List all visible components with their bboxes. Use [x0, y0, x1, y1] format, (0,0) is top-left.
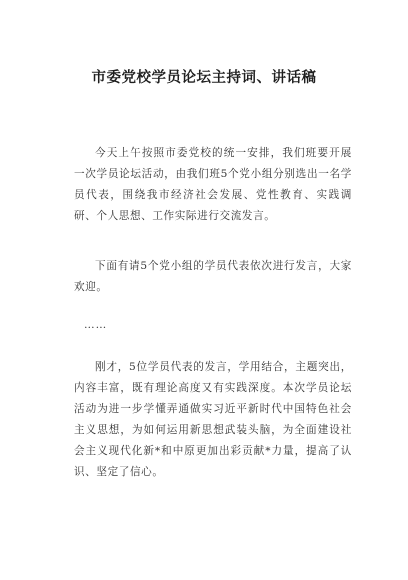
paragraph-invitation: 下面有请5个党小组的学员代表依次进行发言，大家欢迎。 — [74, 260, 352, 293]
paragraph-opening: 今天上午按照市委党校的统一安排，我们班要开展一次学员论坛活动，由我们班5个党小组分别选出一名学员代表，围绕我市经济社会发展、党性教育、实践调研、个人思想、工作实际进行交流发言。 — [74, 147, 352, 222]
paragraph-ellipsis: …… — [84, 319, 108, 331]
paragraph-summary: 刚才，5位学员代表的发言，学用结合，主题突出，内容丰富，既有理论高度又有实践深度。本次学员论坛活动为进一步学懂弄通做实习近平新时代中国特色社会主义思想，为如何运用新思想武装头脑，为全面建设社会主义现代化新*和中原更加出彩贡献*力量，提高了认识、坚定了信心。 — [74, 361, 352, 478]
document-title: 市委党校学员论坛主持词、讲话稿 — [91, 70, 317, 86]
